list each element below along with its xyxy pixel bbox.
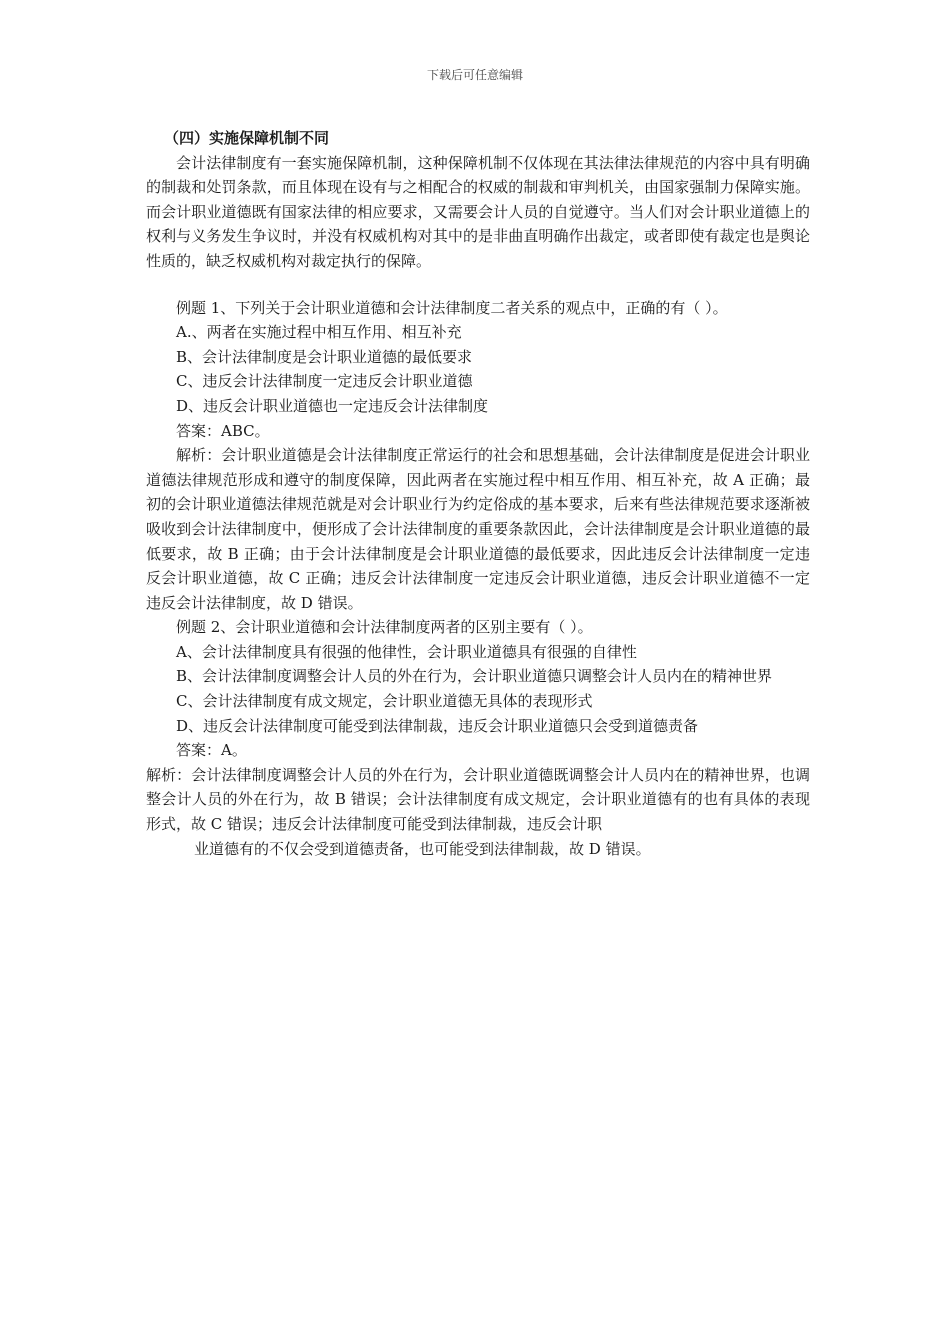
example2-analysis: 解析：会计法律制度调整会计人员的外在行为，会计职业道德既调整会计人员内在的精神世界，也调整会计人员的外在行为，故 B 错误；会计法律制度有成文规定，会计职业道德有的也有具体的表现形式，故 C 错误；违反会计法律制度可能受到法律制裁，违反会计职 (146, 765, 810, 834)
example2-analysis-last-line: 业道德有的不仅会受到道德责备，也可能受到法律制裁，故 D 错误。 (194, 839, 651, 858)
example2-question: 例题 2、会计职业道德和会计法律制度两者的区别主要有（ ）。 (176, 618, 593, 637)
example1-option-b: B、会计法律制度是会计职业道德的最低要求 (176, 347, 473, 366)
example2-option-b: B、会计法律制度调整会计人员的外在行为，会计职业道德只调整会计人员内在的精神世界 (176, 667, 773, 686)
example1-analysis: 解析：会计职业道德是会计法律制度正常运行的社会和思想基础，会计法律制度是促进会计职业道德法律规范形成和遵守的制度保障，因此两者在实施过程中相互作用、相互补充，故 A 正确；最初的会计职业道德法律规范就是对会计职业行为约定俗成的基本要求，后来有些法律规范要求逐渐被吸收到会计法律制度中，便形成了会计法律制度的重要条款因此，会计法律制度是会计职业道德的最低要求，故 B 正确；由于会计法律制度是会计职业道德的最低要求，因此违反会计法律制度一定违反会计职业道德，故 C 正确；违反会计法律制度一定违反会计职业道德，违反会计职业道德不一定违反会计法律制度，故 D 错误。 (146, 446, 810, 612)
example2-option-d: D、违反会计法律制度可能受到法律制裁，违反会计职业道德只会受到道德责备 (176, 716, 699, 735)
page-header: 下载后可任意编辑 (426, 68, 523, 82)
example2-option-a: A、会计法律制度具有很强的他律性，会计职业道德具有很强的自律性 (176, 642, 637, 661)
example1-option-c: C、违反会计法律制度一定违反会计职业道德 (176, 372, 473, 391)
section-heading: （四）实施保障机制不同 (164, 129, 330, 147)
example2-answer: 答案：A。 (176, 741, 247, 760)
paragraph-gap (146, 274, 810, 296)
example1-question: 例题 1、下列关于会计职业道德和会计法律制度二者关系的观点中，正确的有（ ）。 (176, 298, 728, 317)
example1-answer: 答案：ABC。 (176, 421, 270, 440)
section-paragraph: 会计法律制度有一套实施保障机制，这种保障机制不仅体现在其法律法律规范的内容中具有明确的制裁和处罚条款，而且体现在设有与之相配合的权威的制裁和审判机关，由国家强制力保障实施。而会计职业道德既有国家法律的相应要求，又需要会计人员的自觉遵守。当人们对会计职业道德上的权利与义务发生争议时，并没有权威机构对其中的是非曲直明确作出裁定，或者即使有裁定也是舆论性质的，缺乏权威机构对裁定执行的保障。 (146, 153, 810, 270)
document-body (146, 126, 810, 861)
example2-option-c: C、会计法律制度有成文规定，会计职业道德无具体的表现形式 (176, 692, 593, 711)
example1-option-a: A.、两者在实施过程中相互作用、相互补充 (176, 323, 462, 342)
example1-option-d: D、违反会计职业道德也一定违反会计法律制度 (176, 396, 489, 415)
